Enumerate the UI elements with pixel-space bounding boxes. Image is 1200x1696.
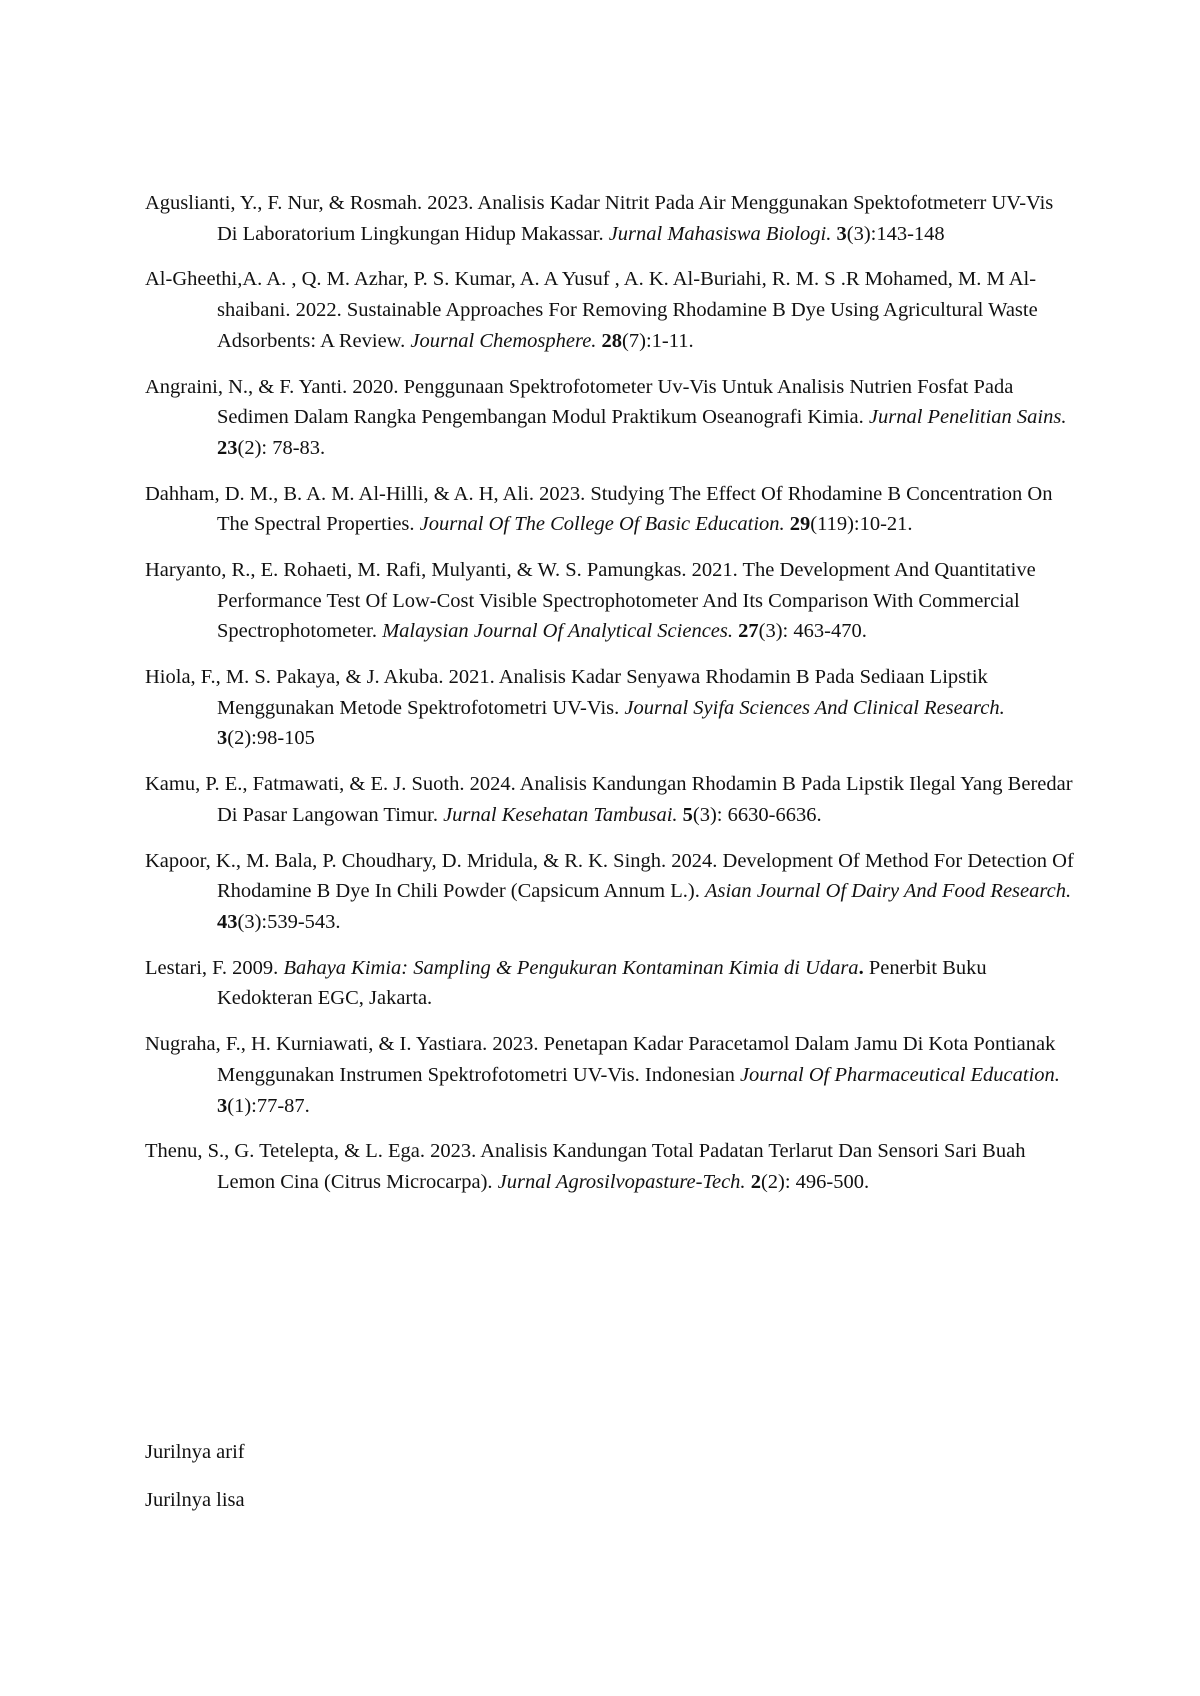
volume-number: 28 [601, 329, 623, 352]
volume-number: 5 [682, 803, 693, 826]
reference-entry [145, 264, 1075, 356]
reference-entry [145, 769, 1075, 830]
reference-text: Lestari, F. 2009. [145, 956, 284, 979]
reference-pages: (1):77-87. [227, 1094, 310, 1117]
reference-text: Nugraha, F., H. Kurniawati, & I. Yastiara. 2023. Penetapan Kadar Paracetamol Dalam Jamu Di Kota Pontianak Menggunakan Instrumen Spektrofotometri UV-Vis. Indonesian [145, 1033, 1056, 1086]
volume-number: 29 [789, 513, 811, 536]
reference-text: Hiola, F., M. S. Pakaya, & J. Akuba. 2021. Analisis Kadar Senyawa Rhodamin B Pada Sediaan Lipstik Menggunakan Metode Spektrofotometri UV-Vis. [145, 666, 988, 719]
volume-number: 3 [836, 222, 847, 245]
reference-pages: (2): 78-83. [237, 436, 326, 459]
reference-pages: (119):10-21. [810, 513, 913, 536]
journal-name: Asian Journal Of Dairy And Food Research. [704, 880, 1072, 903]
reference-pages: Penerbit Buku Kedokteran EGC, Jakarta. [217, 956, 987, 1010]
journal-name: Bahaya Kimia: Sampling & Pengukuran Kontaminan Kimia di Udara [283, 956, 859, 979]
reference-pages: (3): 463-470. [758, 620, 867, 643]
reference-entry [145, 555, 1075, 647]
journal-name: Jurnal Penelitian Sains. [868, 406, 1067, 429]
reference-pages: (7):1-11. [622, 329, 694, 352]
reference-entry [145, 188, 1075, 249]
journal-name: Journal Of The College Of Basic Education. [419, 513, 785, 536]
notes-block [145, 1437, 245, 1532]
reference-pages: (3): 6630-6636. [692, 803, 822, 826]
volume-number: 43 [217, 910, 238, 933]
reference-text: Angraini, N., & F. Yanti. 2020. Penggunaan Spektrofotometer Uv-Vis Untuk Analisis Nutrien Fosfat Pada Sedimen Dalam Rangka Pengembangan Modul Praktikum Oseanografi Kimia. [145, 375, 1014, 429]
journal-name: Malaysian Journal Of Analytical Sciences. [382, 620, 734, 643]
note-line: Jurilnya lisa [145, 1488, 245, 1511]
reference-entry [145, 662, 1075, 754]
reference-entry [145, 1136, 1075, 1197]
volume-number: 27 [738, 620, 759, 643]
reference-text: Thenu, S., G. Tetelepta, & L. Ega. 2023. Analisis Kandungan Total Padatan Terlarut Dan Sensori Sari Buah Lemon Cina (Citrus Microcarpa). [145, 1140, 1026, 1193]
journal-name: Journal Syifa Sciences And Clinical Research. [624, 696, 1005, 719]
reference-entry [145, 479, 1075, 540]
journal-name: Journal Of Pharmaceutical Education. [739, 1063, 1060, 1086]
reference-entry [145, 1029, 1075, 1121]
reference-text: Haryanto, R., E. Rohaeti, M. Rafi, Mulyanti, & W. S. Pamungkas. 2021. The Development And Quantitative Performance Test Of Low-Cost Visible Spectrophotometer And Its Comparison With Commercial Spectrophotometer. [145, 559, 1036, 643]
volume-number: 3 [217, 1094, 228, 1117]
reference-entry [145, 953, 1075, 1014]
reference-pages: (3):143-148 [846, 222, 945, 245]
reference-pages: (2): 496-500. [760, 1171, 870, 1193]
reference-text: Kapoor, K., M. Bala, P. Choudhary, D. Mridula, & R. K. Singh. 2024. Development Of Method For Detection Of Rhodamine B Dye In Chili Powder (Capsicum Annum L.). [145, 849, 1074, 903]
journal-name: Jurnal Agrosilvopasture-Tech. [497, 1171, 746, 1193]
reference-text: Kamu, P. E., Fatmawati, & E. J. Suoth. 2024. Analisis Kandungan Rhodamin B Pada Lipstik Ilegal Yang Beredar Di Pasar Langowan Timur. [145, 773, 1073, 826]
volume-number: 2 [750, 1171, 761, 1193]
reference-entry [145, 372, 1075, 464]
journal-name: Journal Chemosphere. [410, 329, 597, 352]
reference-text: Aguslianti, Y., F. Nur, & Rosmah. 2023. Analisis Kadar Nitrit Pada Air Menggunakan Spektofotmeterr UV-Vis Di Laboratorium Lingkungan Hidup Makassar. [145, 192, 1054, 245]
reference-pages: (3):539-543. [237, 910, 341, 933]
reference-text: Al-Gheethi,A. A. , Q. M. Azhar, P. S. Kumar, A. A Yusuf , A. K. Al-Buriahi, R. M. S .R Mohamed, M. M Al-shaibani. 2022. Sustainable Approaches For Removing Rhodamine B Dye Using Agricultural Waste Adsorbents: A Review. [145, 268, 1038, 352]
journal-name: Jurnal Mahasiswa Biologi. [608, 222, 832, 245]
reference-list [145, 188, 1075, 1213]
reference-text: Dahham, D. M., B. A. M. Al-Hilli, & A. H, Ali. 2023. Studying The Effect Of Rhodamine B Concentration On The Spectral Properties. [145, 482, 1053, 536]
note-line: Jurilnya arif [145, 1441, 245, 1463]
journal-name: Jurnal Kesehatan Tambusai. [443, 803, 678, 826]
reference-pages: (2):98-105 [227, 727, 315, 750]
volume-number: 23 [217, 436, 238, 459]
volume-number: . [858, 956, 864, 979]
reference-entry [145, 846, 1075, 938]
volume-number: 3 [217, 727, 228, 750]
